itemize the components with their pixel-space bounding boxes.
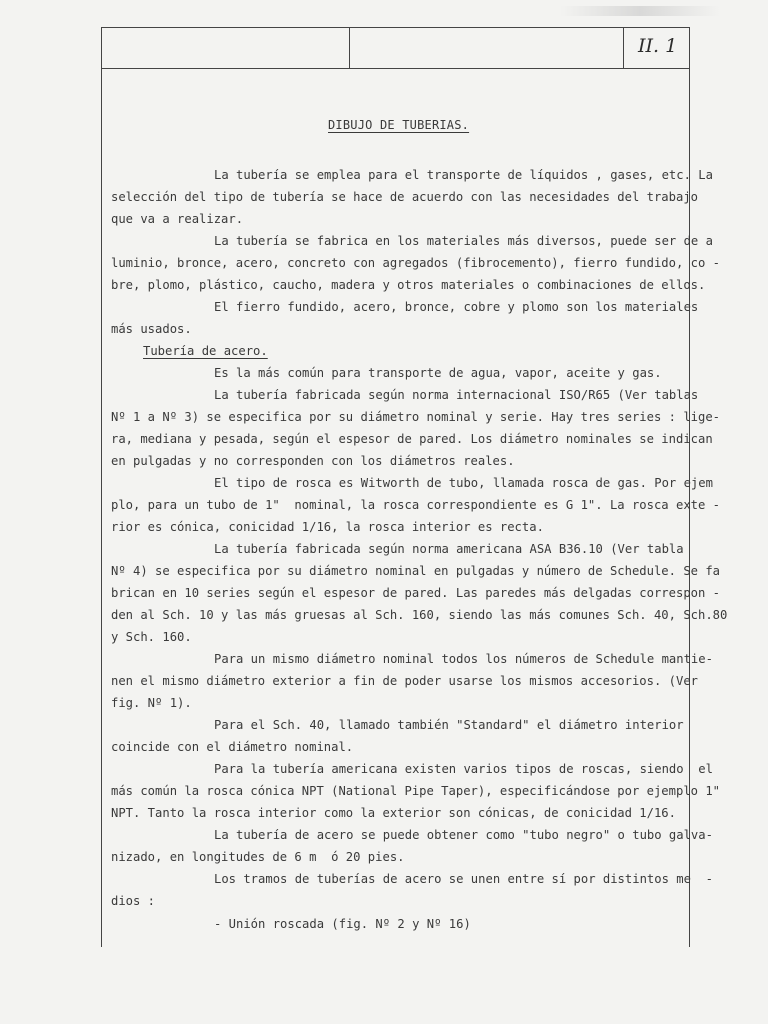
text-line: bre, plomo, plástico, caucho, madera y otros materiales o combinaciones de ellos. xyxy=(111,278,706,292)
text-line: Es la más común para transporte de agua, vapor, aceite y gas. xyxy=(214,366,662,380)
text-line: den al Sch. 10 y las más gruesas al Sch. 160, siendo las más comunes Sch. 40, Sch.80 xyxy=(111,608,728,622)
text-line: rior es cónica, conicidad 1/16, la rosca interior es recta. xyxy=(111,520,544,534)
header-cell-empty-2 xyxy=(350,28,624,68)
document-title: DIBUJO DE TUBERIAS. xyxy=(328,118,470,132)
text-line: luminio, bronce, acero, concreto con agregados (fibrocemento), fierro fundido, co - xyxy=(111,256,721,270)
section-subtitle: Tubería de acero. xyxy=(143,344,268,358)
text-line: La tubería fabricada según norma americana ASA B36.10 (Ver tabla xyxy=(214,542,684,556)
text-line: Nº 1 a Nº 3) se especifica por su diámetro nominal y serie. Hay tres series : lige- xyxy=(111,410,721,424)
page-number: II. 1 xyxy=(638,35,678,57)
text-line: en pulgadas y no corresponden con los diámetros reales. xyxy=(111,454,515,468)
header-cell-empty-1 xyxy=(102,28,350,68)
text-line: Los tramos de tuberías de acero se unen entre sí por distintos me - xyxy=(214,872,713,886)
text-line: brican en 10 series según el espesor de pared. Las paredes más delgadas correspon - xyxy=(111,586,721,600)
text-line: La tubería fabricada según norma internacional ISO/R65 (Ver tablas xyxy=(214,388,699,402)
text-line: - Unión roscada (fig. Nº 2 y Nº 16) xyxy=(214,917,471,931)
text-line: nizado, en longitudes de 6 m ó 20 pies. xyxy=(111,850,405,864)
text-line: que va a realizar. xyxy=(111,212,244,226)
text-line: Para un mismo diámetro nominal todos los números de Schedule mantie- xyxy=(214,652,713,666)
text-line: Para el Sch. 40, llamado también "Standard" el diámetro interior xyxy=(214,718,684,732)
scan-artifact xyxy=(560,6,720,16)
text-line: ra, mediana y pesada, según el espesor de pared. Los diámetro nominales se indican xyxy=(111,432,713,446)
text-line: NPT. Tanto la rosca interior como la exterior son cónicas, de conicidad 1/16. xyxy=(111,806,676,820)
text-line: más común la rosca cónica NPT (National Pipe Taper), especificándose por ejemplo 1" xyxy=(111,784,721,798)
text-line: más usados. xyxy=(111,322,192,336)
text-line: plo, para un tubo de 1" nominal, la rosca correspondiente es G 1". La rosca exte - xyxy=(111,498,721,512)
text-line: coincide con el diámetro nominal. xyxy=(111,740,354,754)
text-line: La tubería de acero se puede obtener como "tubo negro" o tubo galva- xyxy=(214,828,713,842)
text-line: La tubería se emplea para el transporte de líquidos , gases, etc. La xyxy=(214,168,713,182)
text-line: nen el mismo diámetro exterior a fin de poder usarse los mismos accesorios. (Ver xyxy=(111,674,698,688)
text-line: fig. Nº 1). xyxy=(111,696,192,710)
text-line: Para la tubería americana existen varios tipos de roscas, siendo el xyxy=(214,762,713,776)
text-line: El fierro fundido, acero, bronce, cobre y plomo son los materiales xyxy=(214,300,699,314)
text-line: La tubería se fabrica en los materiales más diversos, puede ser de a xyxy=(214,234,713,248)
header-table xyxy=(102,28,689,69)
text-line: Nº 4) se especifica por su diámetro nominal en pulgadas y número de Schedule. Se fa xyxy=(111,564,721,578)
text-line: El tipo de rosca es Witworth de tubo, llamada rosca de gas. Por ejem xyxy=(214,476,713,490)
text-line: y Sch. 160. xyxy=(111,630,192,644)
text-line: selección del tipo de tubería se hace de acuerdo con las necesidades del trabajo xyxy=(111,190,698,204)
text-line: dios : xyxy=(111,894,156,908)
